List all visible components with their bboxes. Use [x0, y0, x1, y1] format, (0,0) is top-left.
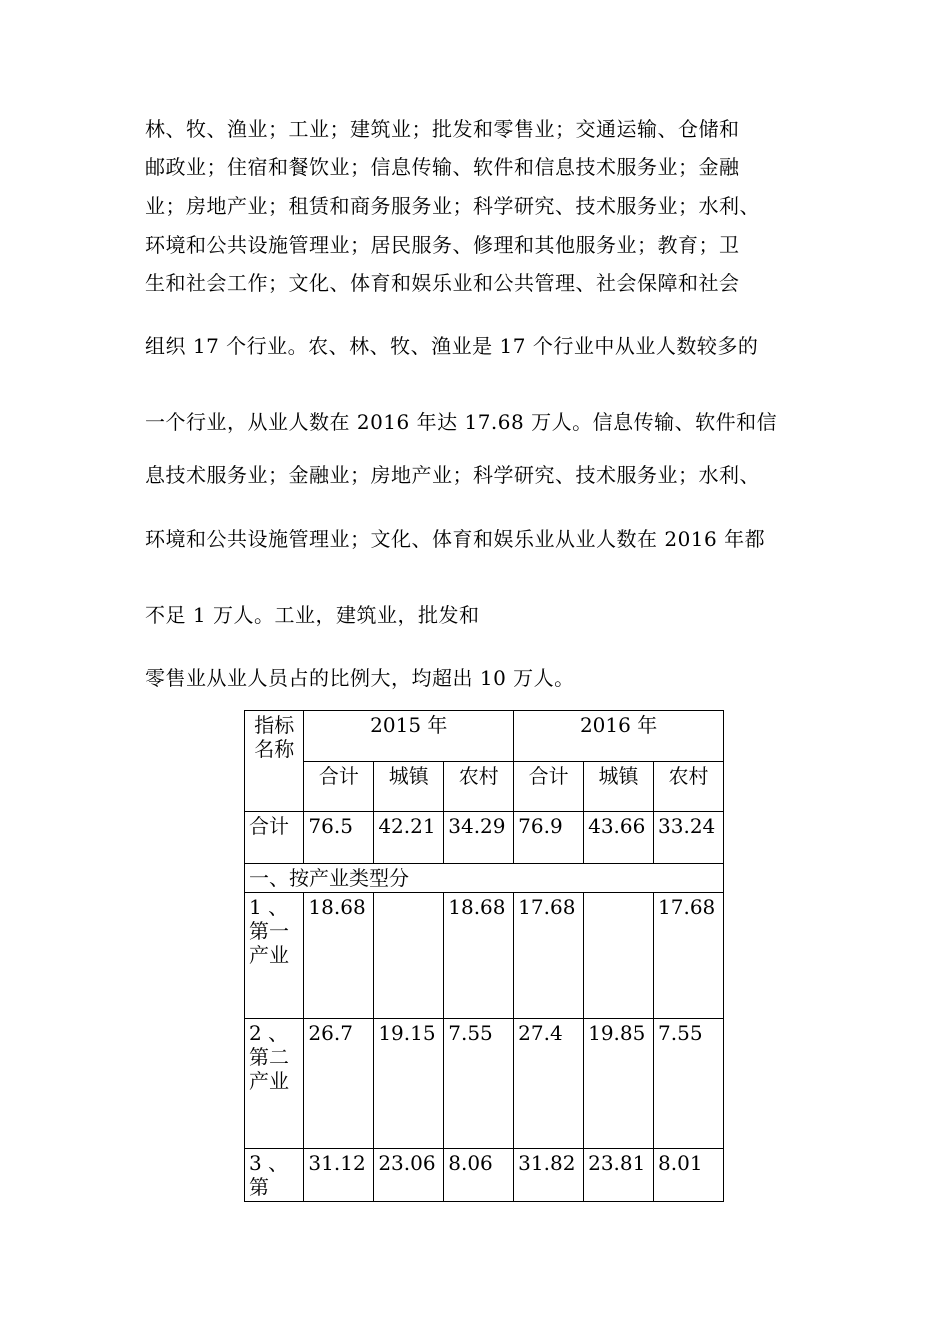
table-cell: 42.21 — [374, 812, 444, 864]
table-cell: 33.24 — [654, 812, 724, 864]
paragraph-line: 环境和公共设施管理业；文化、体育和娱乐业从业人数在 2016 年都 — [145, 527, 766, 551]
table-row — [245, 1149, 724, 1202]
table-cell: 19.85 — [584, 1019, 654, 1149]
subheader-urban-2015: 城镇 — [374, 761, 444, 812]
table-cell: 17.68 — [654, 893, 724, 1019]
table-cell: 26.7 — [304, 1019, 374, 1149]
employment-table — [244, 710, 724, 1202]
table-cell: 34.29 — [444, 812, 514, 864]
table-cell: 8.06 — [444, 1149, 514, 1202]
section-label: 一、按产业类型分 — [245, 864, 724, 893]
table-row — [245, 1019, 724, 1149]
table-cell — [584, 893, 654, 1019]
table-cell: 76.9 — [514, 812, 584, 864]
table-section-row — [245, 864, 724, 893]
table-cell: 8.01 — [654, 1149, 724, 1202]
row-name: 2 、第二产业 — [245, 1019, 304, 1149]
table-cell: 18.68 — [304, 893, 374, 1019]
table-cell: 23.81 — [584, 1149, 654, 1202]
table-cell: 7.55 — [654, 1019, 724, 1149]
paragraph-line: 业；房地产业；租赁和商务服务业；科学研究、技术服务业；水利、 — [145, 194, 760, 218]
paragraph-line: 组织 17 个行业。农、林、牧、渔业是 17 个行业中从业人数较多的 — [145, 334, 759, 358]
paragraph-line: 息技术服务业；金融业；房地产业；科学研究、技术服务业；水利、 — [145, 463, 760, 487]
header-indicator-name: 指标名称 — [245, 711, 304, 812]
subheader-rural-2015: 农村 — [444, 761, 514, 812]
table-cell: 7.55 — [444, 1019, 514, 1149]
row-name: 1 、第一产业 — [245, 893, 304, 1019]
table-cell: 43.66 — [584, 812, 654, 864]
subheader-total-2016: 合计 — [514, 761, 584, 812]
table-subheader-row — [245, 761, 724, 812]
table-row — [245, 893, 724, 1019]
paragraph-line: 零售业从业人员占的比例大，均超出 10 万人。 — [145, 666, 575, 690]
table-cell: 31.12 — [304, 1149, 374, 1202]
header-year-2015: 2015 年 — [304, 711, 514, 762]
paragraph-line: 林、牧、渔业；工业；建筑业；批发和零售业；交通运输、仓储和 — [145, 117, 740, 141]
table-cell: 18.68 — [444, 893, 514, 1019]
paragraph-line: 生和社会工作；文化、体育和娱乐业和公共管理、社会保障和社会 — [145, 271, 740, 295]
table-cell: 76.5 — [304, 812, 374, 864]
table-cell: 31.82 — [514, 1149, 584, 1202]
table-header-row — [245, 711, 724, 762]
subheader-urban-2016: 城镇 — [584, 761, 654, 812]
paragraph-line: 环境和公共设施管理业；居民服务、修理和其他服务业；教育；卫 — [145, 233, 740, 257]
table-cell: 19.15 — [374, 1019, 444, 1149]
table-cell: 27.4 — [514, 1019, 584, 1149]
table-cell: 17.68 — [514, 893, 584, 1019]
table-row — [245, 812, 724, 864]
subheader-rural-2016: 农村 — [654, 761, 724, 812]
paragraph-line: 一个行业，从业人数在 2016 年达 17.68 万人。信息传输、软件和信 — [145, 410, 778, 434]
table-cell: 23.06 — [374, 1149, 444, 1202]
row-name: 3 、第 — [245, 1149, 304, 1202]
paragraph-line: 邮政业；住宿和餐饮业；信息传输、软件和信息技术服务业；金融 — [145, 155, 740, 179]
header-year-2016: 2016 年 — [514, 711, 724, 762]
row-name: 合计 — [245, 812, 304, 864]
table-cell — [374, 893, 444, 1019]
paragraph-line: 不足 1 万人。工业，建筑业，批发和 — [145, 603, 480, 627]
subheader-total-2015: 合计 — [304, 761, 374, 812]
